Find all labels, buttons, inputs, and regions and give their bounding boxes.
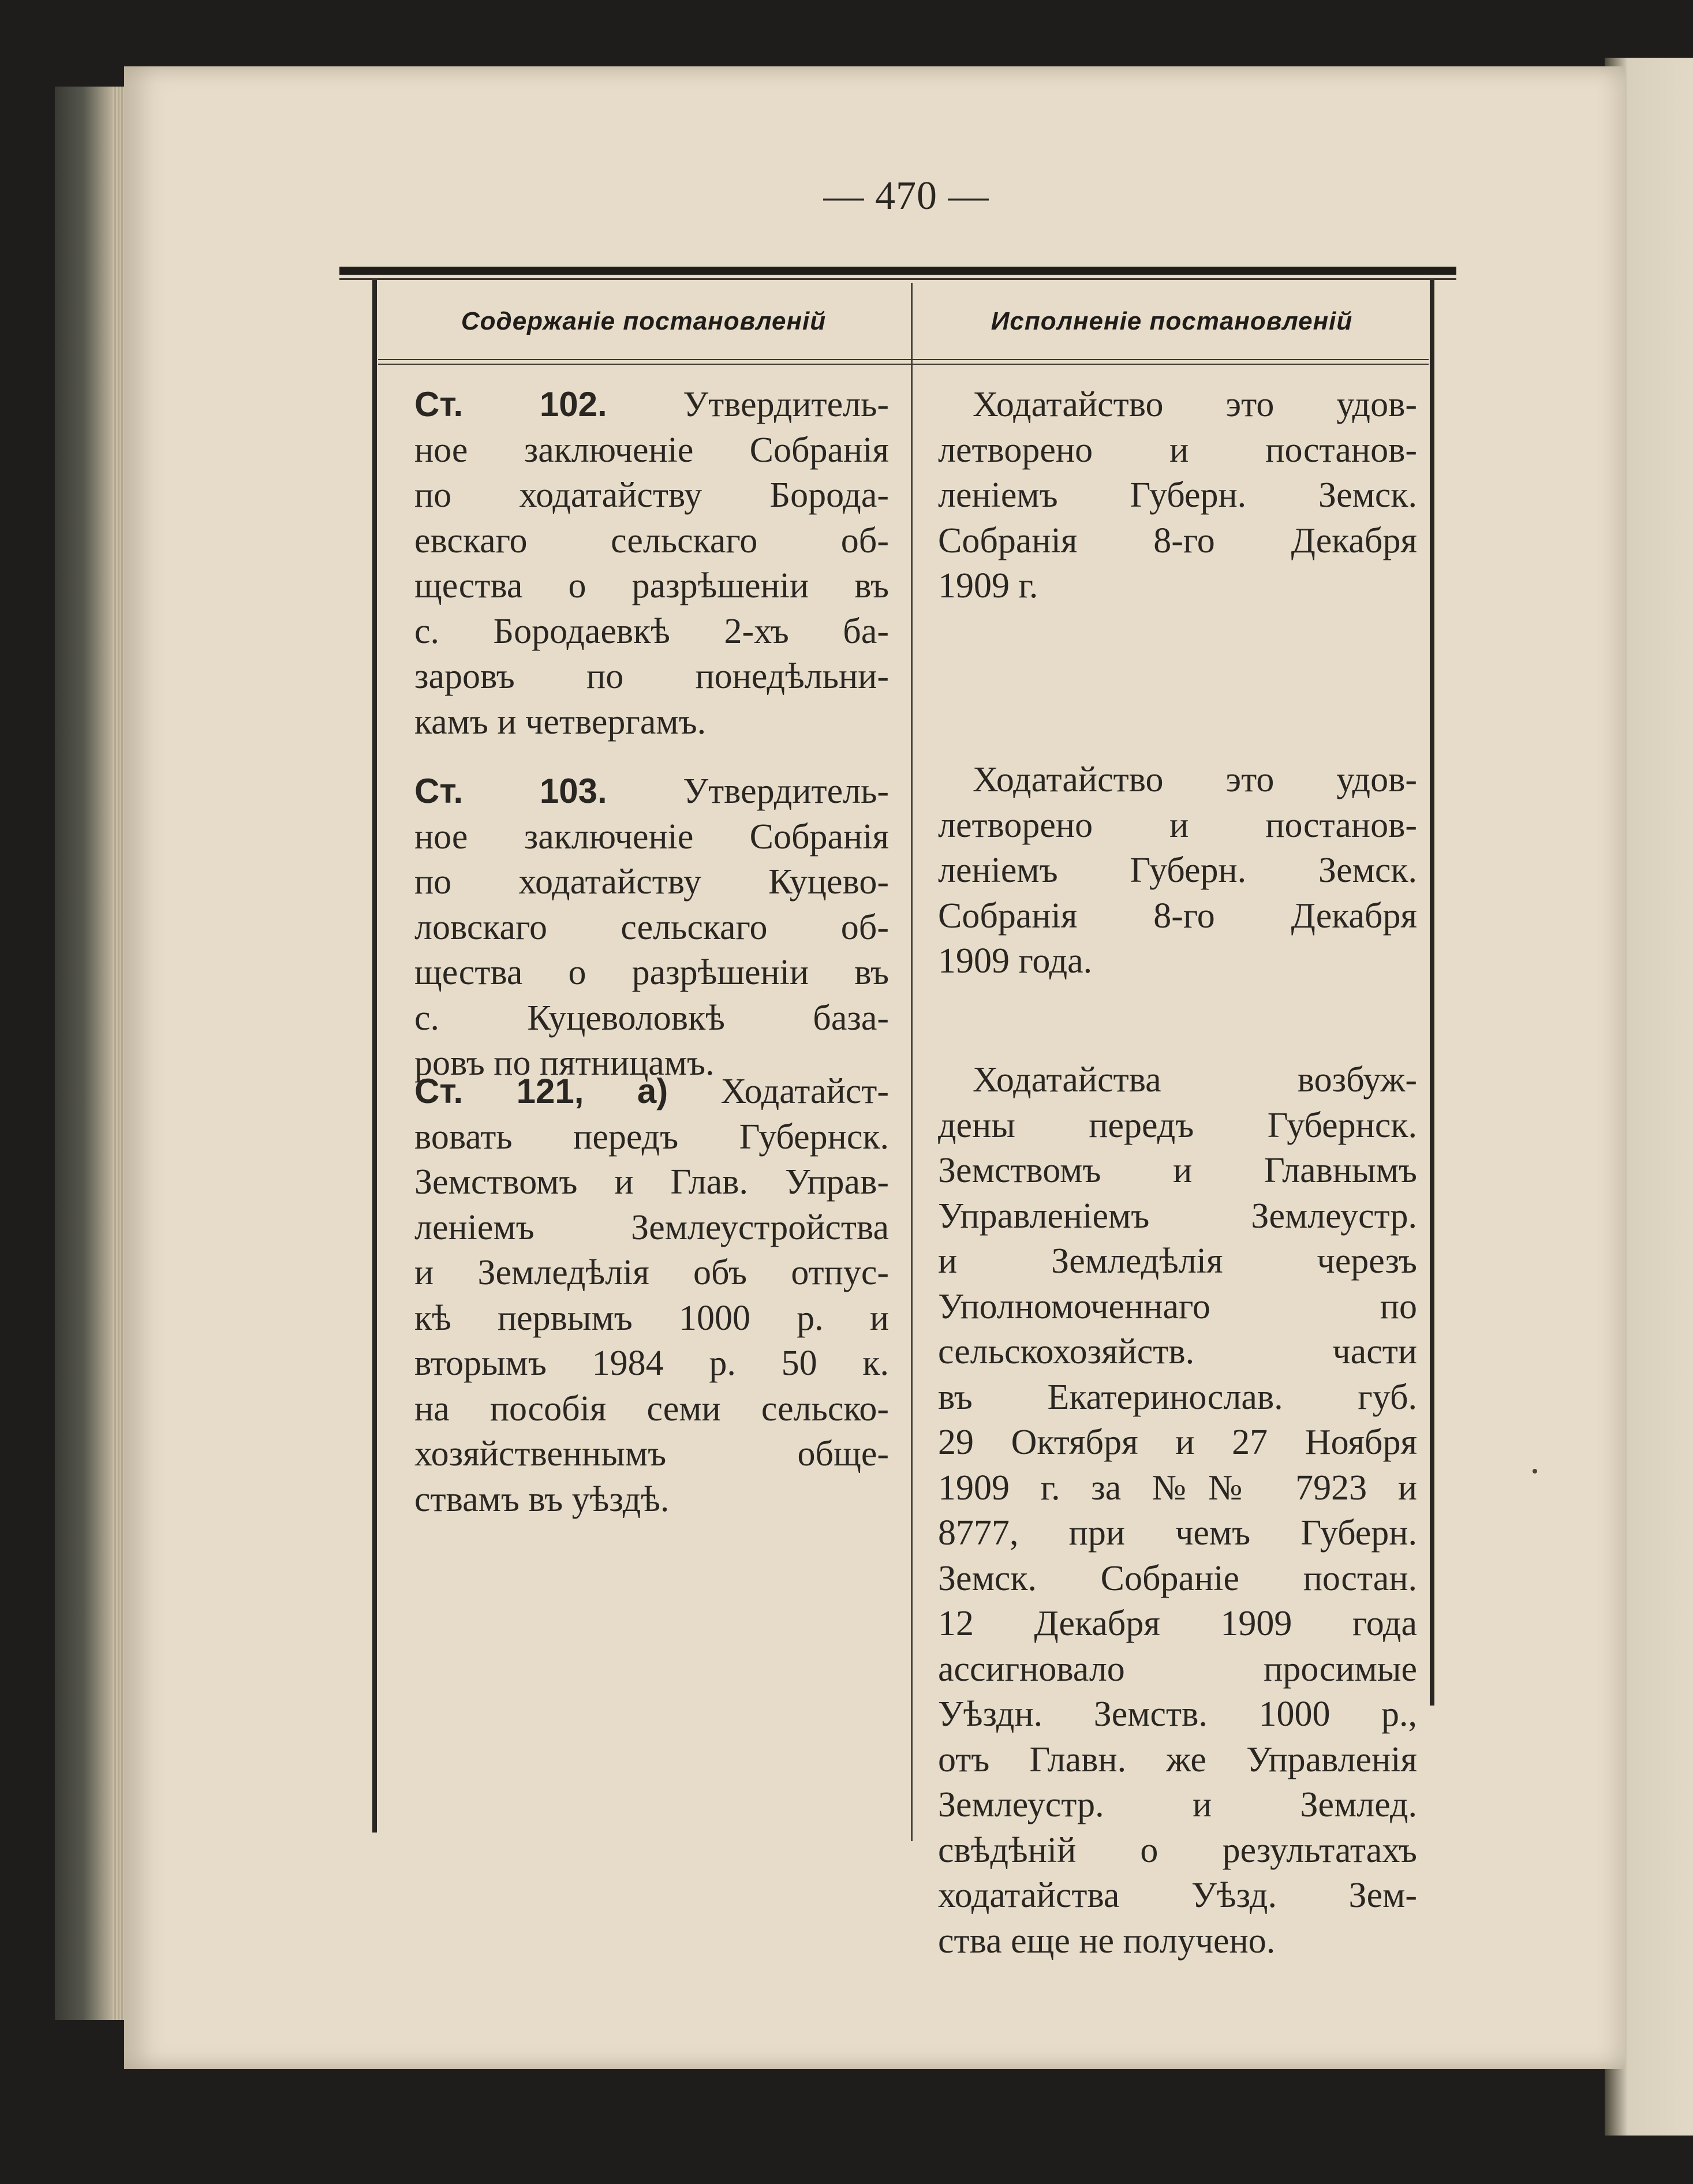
text-line: евскаго сельскаго об- bbox=[414, 521, 889, 560]
text-line: и Земледѣлія объ отпус- bbox=[414, 1253, 889, 1292]
text-line: на пособія семи сельско- bbox=[414, 1389, 889, 1428]
text-line: вовать передъ Губернск. bbox=[414, 1117, 889, 1157]
text-line: летворено и постанов- bbox=[938, 430, 1417, 470]
text-line: леніемъ Губерн. Земск. bbox=[938, 851, 1417, 890]
article-label: Ст. 103. bbox=[414, 772, 607, 810]
text-line: ствамъ въ уѣздѣ. bbox=[414, 1479, 670, 1519]
text-line: ства еще не получено. bbox=[938, 1921, 1276, 1961]
text-line: Собранія 8-го Декабря bbox=[938, 896, 1417, 936]
text-line: 1909 г. bbox=[938, 566, 1038, 605]
execution-block-102 bbox=[938, 382, 1417, 609]
article-label: Ст. 121, а) bbox=[414, 1072, 668, 1110]
table-left-border bbox=[372, 280, 377, 1833]
text-line: отъ Главн. же Управленія bbox=[938, 1740, 1417, 1779]
text-line: леніемъ Губерн. Земск. bbox=[938, 476, 1417, 515]
column-header-execution: Исполненіе постановленій bbox=[991, 307, 1353, 335]
paper-speck bbox=[1533, 1469, 1537, 1474]
text-line: 1909 г. за №№ 7923 и bbox=[938, 1468, 1417, 1508]
text-line: Землеустр. и Землед. bbox=[938, 1785, 1417, 1824]
text-line: по ходатайству Куцево- bbox=[414, 862, 889, 902]
article-label: Ст. 102. bbox=[414, 385, 607, 424]
text-line: с. Бородаевкѣ 2-хъ ба- bbox=[414, 611, 889, 651]
text-line: Ходатайства возбуж- bbox=[973, 1060, 1417, 1100]
text-line: ное заключеніе Собранія bbox=[414, 430, 889, 470]
text-line: ловскаго сельскаго об- bbox=[414, 907, 889, 947]
text-line: Ходатайст- bbox=[720, 1072, 890, 1111]
text-line: Собранія 8-го Декабря bbox=[938, 521, 1417, 560]
text-line: хозяйственнымъ обще- bbox=[414, 1434, 889, 1474]
text-line: леніемъ Землеустройства bbox=[414, 1207, 889, 1247]
table-top-thin-rule bbox=[339, 278, 1456, 280]
text-line: 29 Октября и 27 Ноября bbox=[938, 1423, 1417, 1462]
table-top-rule bbox=[339, 267, 1456, 275]
text-line: 1909 года. bbox=[938, 941, 1093, 981]
book-page-edges bbox=[55, 87, 136, 2020]
text-line: Земск. Собраніе постан. bbox=[938, 1558, 1417, 1598]
text-line: 12 Декабря 1909 года bbox=[938, 1604, 1417, 1643]
text-line: Управленіемъ Землеустр. bbox=[938, 1196, 1417, 1236]
text-line: вторымъ 1984 р. 50 к. bbox=[414, 1344, 889, 1383]
text-line: 8777, при чемъ Губерн. bbox=[938, 1513, 1417, 1553]
text-line: по ходатайству Борода- bbox=[414, 476, 889, 515]
text-line: заровъ по понедѣльни- bbox=[414, 657, 889, 696]
text-line: и Земледѣлія черезъ bbox=[938, 1241, 1417, 1281]
text-line: въ Екатеринослав. губ. bbox=[938, 1377, 1417, 1417]
text-line: Ходатайство это удов- bbox=[973, 760, 1417, 799]
text-line: щества о разрѣшеніи въ bbox=[414, 566, 889, 605]
execution-block-103 bbox=[938, 757, 1417, 984]
text-line: ровъ по пятницамъ. bbox=[414, 1044, 715, 1083]
column-divider bbox=[911, 283, 913, 1841]
text-line: Земствомъ и Глав. Управ- bbox=[414, 1162, 889, 1202]
execution-block-121 bbox=[938, 1057, 1417, 1964]
table-right-border bbox=[1430, 280, 1434, 1706]
text-line: Утвердитель- bbox=[683, 772, 889, 811]
text-line: Утвердитель- bbox=[683, 385, 889, 424]
resolution-block-103 bbox=[414, 769, 889, 1086]
text-line: Ходатайство это удов- bbox=[973, 385, 1417, 424]
text-line: сельскохозяйств. части bbox=[938, 1332, 1417, 1371]
text-line: щества о разрѣшеніи въ bbox=[414, 953, 889, 992]
text-line: кѣ первымъ 1000 р. и bbox=[414, 1298, 889, 1338]
resolution-block-102 bbox=[414, 382, 889, 745]
text-line: Уполномоченнаго по bbox=[938, 1287, 1417, 1326]
text-line: с. Куцеволовкѣ база- bbox=[414, 998, 889, 1038]
text-line: Уѣздн. Земств. 1000 р., bbox=[938, 1695, 1417, 1734]
text-line: Земствомъ и Главнымъ bbox=[938, 1151, 1417, 1190]
text-line: дены передъ Губернск. bbox=[938, 1105, 1417, 1145]
text-line: ходатайства Уѣзд. Зем- bbox=[938, 1876, 1417, 1915]
header-rule bbox=[378, 359, 1429, 365]
text-line: свѣдѣній о результатахъ bbox=[938, 1830, 1417, 1870]
resolution-block-121 bbox=[414, 1069, 889, 1522]
text-line: ассигновало просимые bbox=[938, 1649, 1417, 1689]
text-line: летворено и постанов- bbox=[938, 805, 1417, 845]
column-header-content: Содержаніе постановленій bbox=[461, 307, 827, 335]
page-number: — 470 — bbox=[823, 174, 989, 218]
text-line: камъ и четвергамъ. bbox=[414, 702, 707, 742]
text-line: ное заключеніе Собранія bbox=[414, 817, 889, 857]
